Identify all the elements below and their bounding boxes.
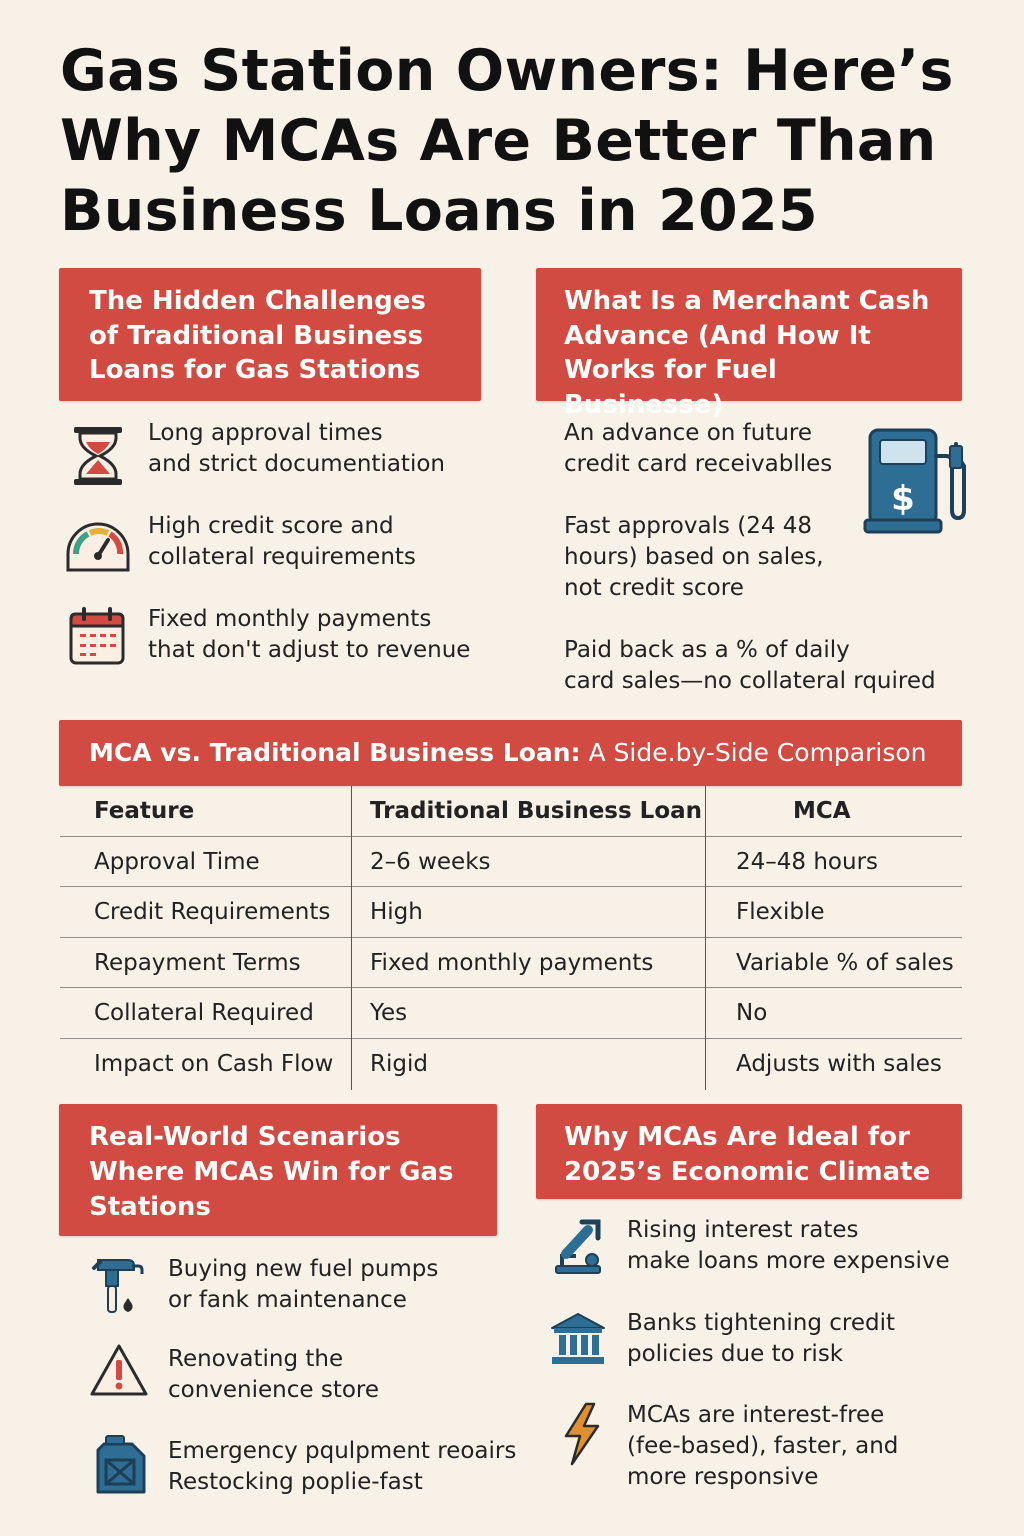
table-cell: No — [736, 1000, 768, 1026]
table-cell: Flexible — [736, 899, 825, 925]
table-divider — [351, 786, 352, 1090]
column-header-mca: MCA — [793, 798, 851, 824]
title-line-3: Business Loans in 2025 — [60, 178, 818, 244]
column-header-loan: Traditional Business Loan — [370, 798, 703, 824]
item-line: Fast approvals (24 48 — [564, 513, 813, 539]
item-line: more responsive — [627, 1464, 819, 1490]
scenario-item-pumps — [168, 1254, 438, 1316]
comparison-heading — [59, 720, 962, 786]
table-row — [60, 988, 962, 1039]
item-line: hours) based on sales, — [564, 544, 824, 570]
scenarios-heading-line: Stations — [89, 1192, 211, 1222]
mca-heading-line: Works for Fuel Businesse) — [564, 355, 777, 420]
item-line: (fee-based), faster, and — [627, 1433, 899, 1459]
climate-item-mcas — [627, 1400, 898, 1493]
comparison-heading-light: A Side.by-Side Comparison — [580, 738, 927, 767]
item-line: collateral requirements — [148, 544, 416, 570]
item-line: Rising interest rates — [627, 1217, 859, 1243]
svg-text:$: $ — [891, 479, 915, 519]
scenarios-heading — [59, 1104, 497, 1236]
item-line: Buying new fuel pumps — [168, 1256, 439, 1282]
table-cell: Yes — [370, 1000, 408, 1026]
climate-heading-line: 2025’s Economic Climate — [564, 1157, 931, 1187]
column-header-feature: Feature — [94, 798, 195, 824]
table-cell: Approval Time — [94, 848, 260, 875]
table-row — [60, 837, 962, 888]
mca-item-fast-approvals — [564, 511, 824, 604]
challenge-item-credit — [148, 511, 416, 573]
climate-heading — [536, 1104, 962, 1199]
warning-icon — [88, 1342, 150, 1398]
table-cell: Adjusts with sales — [736, 1050, 942, 1077]
item-line: Paid back as a % of daily — [564, 637, 850, 663]
mca-item-advance — [564, 418, 832, 480]
item-line: High credit score and — [148, 513, 394, 539]
scenarios-heading-line: Where MCAs Win for Gas — [89, 1157, 454, 1187]
item-line: not credit score — [564, 575, 744, 601]
table-cell: Collateral Required — [94, 1000, 314, 1026]
table-cell: 2–6 weeks — [370, 848, 491, 875]
challenges-heading — [59, 268, 481, 401]
table-cell: Variable % of sales — [736, 949, 954, 976]
title-line-2: Why MCAs Are Better Than — [60, 108, 937, 174]
page-title — [60, 36, 980, 246]
table-cell: Repayment Terms — [94, 949, 301, 976]
comparison-table — [60, 786, 962, 1089]
table-divider — [705, 786, 706, 1090]
challenges-heading-line: The Hidden Challenges — [89, 286, 426, 316]
challenges-heading-line: of Traditional Business — [89, 320, 424, 351]
table-cell: Credit Requirements — [94, 899, 331, 925]
scenario-item-emergency — [168, 1436, 516, 1498]
mca-heading-line: Advance (And How It — [564, 320, 871, 351]
item-line: card sales—no collateral rquired — [564, 668, 936, 694]
scenarios-heading-line: Real-World Scenarios — [89, 1122, 401, 1152]
item-line: Long approval times — [148, 420, 383, 446]
item-line: Banks tightening credit — [627, 1310, 896, 1336]
item-line: or fank maintenance — [168, 1287, 407, 1313]
table-cell: 24–48 hours — [736, 848, 879, 875]
challenge-item-approval — [148, 418, 445, 480]
fuel-nozzle-icon — [92, 1252, 148, 1316]
table-header-row — [60, 786, 962, 837]
table-cell: Fixed monthly payments — [370, 949, 654, 976]
rising-rates-icon — [552, 1216, 604, 1276]
lightning-icon — [560, 1402, 602, 1466]
hourglass-icon — [70, 424, 126, 488]
item-line: that don't adjust to revenue — [148, 637, 471, 663]
table-row — [60, 938, 962, 989]
item-line: Fixed monthly payments — [148, 606, 432, 632]
calendar-icon — [68, 606, 126, 666]
table-cell: High — [370, 899, 423, 925]
title-line-1: Gas Station Owners: Here’s — [60, 38, 954, 104]
challenge-item-payments — [148, 604, 470, 666]
climate-item-banks — [627, 1308, 895, 1370]
climate-item-rates — [627, 1215, 950, 1277]
item-line: policies due to risk — [627, 1341, 844, 1367]
mca-item-payback — [564, 635, 936, 697]
jerry-can-icon — [94, 1434, 148, 1496]
table-row — [60, 1039, 962, 1090]
bank-icon — [550, 1312, 606, 1366]
mca-explained-heading — [536, 268, 962, 420]
comparison-heading-bold: MCA vs. Traditional Business Loan: — [89, 738, 581, 767]
item-line: Renovating the — [168, 1346, 344, 1372]
climate-heading-line: Why MCAs Are Ideal for — [564, 1122, 910, 1152]
item-line: credit card receivablles — [564, 451, 833, 477]
table-cell: Impact on Cash Flow — [94, 1050, 334, 1077]
item-line: An advance on future — [564, 420, 813, 446]
item-line: and strict documentiation — [148, 451, 445, 477]
item-line: Emergency pqulpment reoairs — [168, 1438, 517, 1464]
item-line: convenience store — [168, 1377, 380, 1403]
fuel-pump-dollar-icon — [862, 426, 968, 536]
item-line: make loans more expensive — [627, 1248, 950, 1274]
table-cell: Rigid — [370, 1050, 428, 1077]
mca-heading-line: What Is a Merchant Cash — [564, 286, 930, 316]
item-line: Restocking poplie-fast — [168, 1469, 423, 1495]
challenges-heading-line: Loans for Gas Stations — [89, 355, 421, 385]
table-row — [60, 887, 962, 938]
item-line: MCAs are interest-free — [627, 1402, 885, 1428]
gauge-icon — [64, 514, 132, 574]
scenario-item-renovating — [168, 1344, 379, 1406]
